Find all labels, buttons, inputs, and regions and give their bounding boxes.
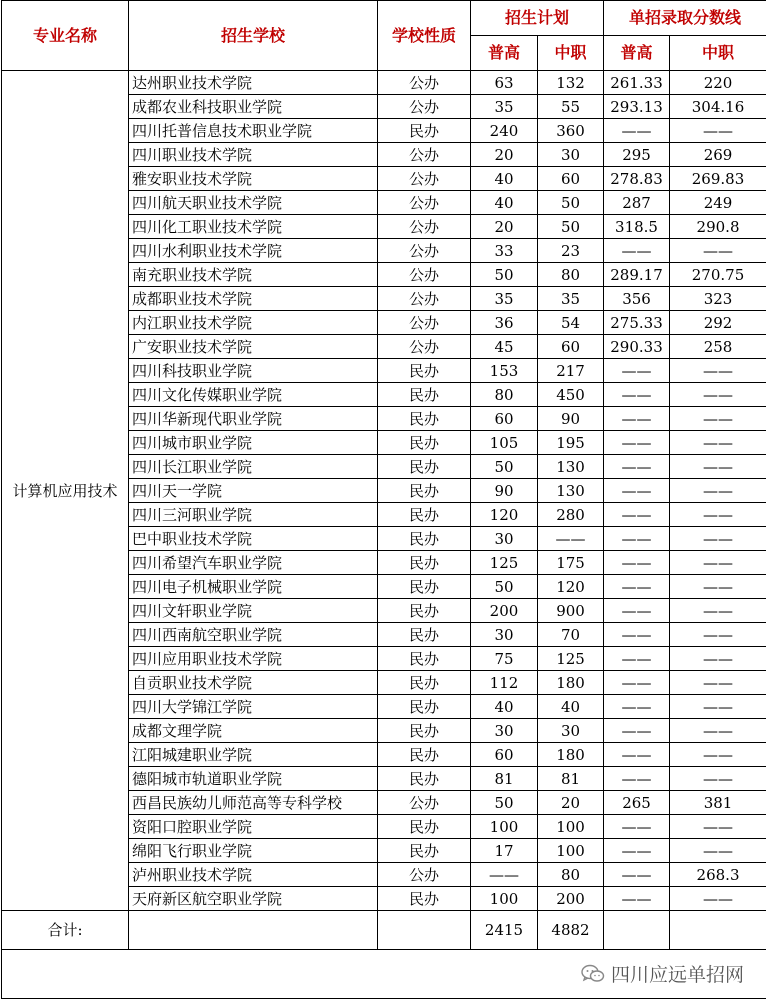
nature-cell: 民办 (378, 119, 471, 143)
watermark (581, 960, 744, 987)
school-cell: 成都农业科技职业学院 (129, 95, 378, 119)
score-pugao-cell: —— (604, 599, 670, 623)
nature-cell: 民办 (378, 719, 471, 743)
school-cell: 四川大学锦江学院 (129, 695, 378, 719)
score-zhongzhi-cell: —— (670, 887, 766, 911)
score-pugao-cell: —— (604, 431, 670, 455)
plan-pugao-cell: 75 (471, 647, 538, 671)
school-cell: 绵阳飞行职业学院 (129, 839, 378, 863)
score-zhongzhi-cell: —— (670, 239, 766, 263)
score-zhongzhi-cell: —— (670, 359, 766, 383)
score-zhongzhi-cell: —— (670, 695, 766, 719)
score-pugao-cell: —— (604, 551, 670, 575)
score-pugao-cell: 265 (604, 791, 670, 815)
score-pugao-cell: —— (604, 407, 670, 431)
plan-zhongzhi-cell: 130 (538, 455, 604, 479)
school-cell: 四川希望汽车职业学院 (129, 551, 378, 575)
plan-pugao-cell: 45 (471, 335, 538, 359)
nature-cell: 民办 (378, 503, 471, 527)
score-zhongzhi-cell: —— (670, 839, 766, 863)
score-pugao-cell: 261.33 (604, 71, 670, 95)
score-pugao-cell: —— (604, 383, 670, 407)
nature-cell: 民办 (378, 623, 471, 647)
nature-cell: 公办 (378, 239, 471, 263)
school-cell: 四川西南航空职业学院 (129, 623, 378, 647)
plan-zhongzhi-cell: —— (538, 527, 604, 551)
plan-pugao-cell: 60 (471, 743, 538, 767)
nature-cell: 民办 (378, 695, 471, 719)
score-pugao-cell: —— (604, 671, 670, 695)
plan-zhongzhi-cell: 180 (538, 671, 604, 695)
nature-cell: 民办 (378, 455, 471, 479)
plan-pugao-cell: 90 (471, 479, 538, 503)
plan-zhongzhi-cell: 30 (538, 719, 604, 743)
nature-cell: 公办 (378, 263, 471, 287)
header-plan-pugao: 普高 (471, 36, 538, 71)
score-pugao-cell: —— (604, 839, 670, 863)
plan-zhongzhi-cell: 175 (538, 551, 604, 575)
plan-pugao-cell: 100 (471, 815, 538, 839)
plan-zhongzhi-cell: 55 (538, 95, 604, 119)
score-zhongzhi-cell: 304.16 (670, 95, 766, 119)
plan-pugao-cell: 20 (471, 143, 538, 167)
score-pugao-cell: 275.33 (604, 311, 670, 335)
plan-zhongzhi-cell: 360 (538, 119, 604, 143)
school-cell: 四川电子机械职业学院 (129, 575, 378, 599)
score-zhongzhi-cell: 269 (670, 143, 766, 167)
school-cell: 四川文化传媒职业学院 (129, 383, 378, 407)
score-pugao-cell: —— (604, 479, 670, 503)
plan-pugao-cell: —— (471, 863, 538, 887)
nature-cell: 民办 (378, 671, 471, 695)
school-cell: 成都职业技术学院 (129, 287, 378, 311)
score-zhongzhi-cell: —— (670, 551, 766, 575)
plan-zhongzhi-cell: 195 (538, 431, 604, 455)
score-zhongzhi-cell: —— (670, 647, 766, 671)
score-zhongzhi-cell: —— (670, 503, 766, 527)
nature-cell: 公办 (378, 311, 471, 335)
score-zhongzhi-cell: —— (670, 119, 766, 143)
score-zhongzhi-cell: —— (670, 431, 766, 455)
school-cell: 四川三河职业学院 (129, 503, 378, 527)
score-pugao-cell: 289.17 (604, 263, 670, 287)
score-pugao-cell: 318.5 (604, 215, 670, 239)
school-cell: 雅安职业技术学院 (129, 167, 378, 191)
nature-cell: 民办 (378, 767, 471, 791)
score-zhongzhi-cell: —— (670, 575, 766, 599)
score-pugao-cell: —— (604, 527, 670, 551)
school-cell: 四川科技职业学院 (129, 359, 378, 383)
score-zhongzhi-cell: 270.75 (670, 263, 766, 287)
school-cell: 达州职业技术学院 (129, 71, 378, 95)
school-cell: 资阳口腔职业学院 (129, 815, 378, 839)
score-zhongzhi-cell: 268.3 (670, 863, 766, 887)
watermark-text: 四川应远单招网 (610, 964, 744, 986)
nature-cell: 民办 (378, 407, 471, 431)
score-pugao-cell: —— (604, 887, 670, 911)
score-zhongzhi-cell: —— (670, 719, 766, 743)
wechat-icon (581, 964, 605, 984)
nature-cell: 公办 (378, 287, 471, 311)
school-cell: 四川职业技术学院 (129, 143, 378, 167)
nature-cell: 公办 (378, 335, 471, 359)
plan-pugao-cell: 240 (471, 119, 538, 143)
plan-zhongzhi-cell: 217 (538, 359, 604, 383)
school-cell: 四川托普信息技术职业学院 (129, 119, 378, 143)
plan-pugao-cell: 50 (471, 455, 538, 479)
total-nature-cell (378, 911, 471, 950)
plan-pugao-cell: 50 (471, 263, 538, 287)
plan-pugao-cell: 40 (471, 191, 538, 215)
plan-zhongzhi-cell: 30 (538, 143, 604, 167)
school-cell: 四川水利职业技术学院 (129, 239, 378, 263)
nature-cell: 公办 (378, 215, 471, 239)
school-cell: 成都文理学院 (129, 719, 378, 743)
score-zhongzhi-cell: 381 (670, 791, 766, 815)
plan-pugao-cell: 100 (471, 887, 538, 911)
plan-pugao-cell: 200 (471, 599, 538, 623)
plan-zhongzhi-cell: 132 (538, 71, 604, 95)
plan-zhongzhi-cell: 70 (538, 623, 604, 647)
nature-cell: 民办 (378, 839, 471, 863)
school-cell: 四川应用职业技术学院 (129, 647, 378, 671)
score-pugao-cell: —— (604, 359, 670, 383)
plan-zhongzhi-cell: 280 (538, 503, 604, 527)
school-cell: 四川文轩职业学院 (129, 599, 378, 623)
plan-zhongzhi-cell: 100 (538, 815, 604, 839)
score-zhongzhi-cell: 323 (670, 287, 766, 311)
score-pugao-cell: —— (604, 719, 670, 743)
plan-zhongzhi-cell: 100 (538, 839, 604, 863)
school-cell: 四川航天职业技术学院 (129, 191, 378, 215)
school-cell: 内江职业技术学院 (129, 311, 378, 335)
nature-cell: 民办 (378, 647, 471, 671)
score-zhongzhi-cell: —— (670, 815, 766, 839)
total-plan-pugao-cell: 2415 (471, 911, 538, 950)
nature-cell: 公办 (378, 95, 471, 119)
nature-cell: 公办 (378, 167, 471, 191)
plan-pugao-cell: 80 (471, 383, 538, 407)
plan-pugao-cell: 17 (471, 839, 538, 863)
major-name-cell: 计算机应用技术 (2, 71, 129, 911)
score-zhongzhi-cell: 258 (670, 335, 766, 359)
table-row (2, 71, 766, 95)
header-score-zhongzhi: 中职 (670, 36, 766, 71)
plan-pugao-cell: 35 (471, 287, 538, 311)
nature-cell: 民办 (378, 527, 471, 551)
plan-zhongzhi-cell: 23 (538, 239, 604, 263)
plan-pugao-cell: 36 (471, 311, 538, 335)
score-pugao-cell: —— (604, 119, 670, 143)
score-pugao-cell: —— (604, 575, 670, 599)
plan-zhongzhi-cell: 20 (538, 791, 604, 815)
header-school: 招生学校 (129, 1, 378, 71)
header-row-1 (2, 1, 766, 36)
total-school-cell (129, 911, 378, 950)
plan-zhongzhi-cell: 80 (538, 263, 604, 287)
score-pugao-cell: —— (604, 239, 670, 263)
school-cell: 德阳城市轨道职业学院 (129, 767, 378, 791)
plan-zhongzhi-cell: 54 (538, 311, 604, 335)
header-plan-zhongzhi: 中职 (538, 36, 604, 71)
score-zhongzhi-cell: 269.83 (670, 167, 766, 191)
school-cell: 四川城市职业学院 (129, 431, 378, 455)
nature-cell: 民办 (378, 431, 471, 455)
plan-zhongzhi-cell: 450 (538, 383, 604, 407)
plan-pugao-cell: 112 (471, 671, 538, 695)
plan-zhongzhi-cell: 80 (538, 863, 604, 887)
school-cell: 四川长江职业学院 (129, 455, 378, 479)
score-zhongzhi-cell: 220 (670, 71, 766, 95)
plan-zhongzhi-cell: 120 (538, 575, 604, 599)
plan-pugao-cell: 40 (471, 167, 538, 191)
nature-cell: 民办 (378, 479, 471, 503)
score-pugao-cell: 278.83 (604, 167, 670, 191)
plan-zhongzhi-cell: 35 (538, 287, 604, 311)
plan-pugao-cell: 30 (471, 527, 538, 551)
score-pugao-cell: —— (604, 815, 670, 839)
plan-zhongzhi-cell: 50 (538, 191, 604, 215)
score-pugao-cell: —— (604, 767, 670, 791)
plan-pugao-cell: 81 (471, 767, 538, 791)
score-pugao-cell: 287 (604, 191, 670, 215)
plan-zhongzhi-cell: 130 (538, 479, 604, 503)
plan-pugao-cell: 33 (471, 239, 538, 263)
plan-pugao-cell: 30 (471, 623, 538, 647)
nature-cell: 公办 (378, 863, 471, 887)
score-pugao-cell: —— (604, 863, 670, 887)
nature-cell: 民办 (378, 383, 471, 407)
school-cell: 四川华新现代职业学院 (129, 407, 378, 431)
school-cell: 四川化工职业技术学院 (129, 215, 378, 239)
plan-pugao-cell: 105 (471, 431, 538, 455)
score-zhongzhi-cell: 249 (670, 191, 766, 215)
score-pugao-cell: 290.33 (604, 335, 670, 359)
score-pugao-cell: 295 (604, 143, 670, 167)
admission-table (1, 0, 766, 950)
score-zhongzhi-cell: 292 (670, 311, 766, 335)
nature-cell: 公办 (378, 143, 471, 167)
score-pugao-cell: —— (604, 455, 670, 479)
school-cell: 南充职业技术学院 (129, 263, 378, 287)
score-zhongzhi-cell: —— (670, 407, 766, 431)
school-cell: 巴中职业技术学院 (129, 527, 378, 551)
total-label-cell: 合计: (2, 911, 129, 950)
score-zhongzhi-cell: —— (670, 479, 766, 503)
header-score: 单招录取分数线 (604, 1, 766, 36)
plan-zhongzhi-cell: 40 (538, 695, 604, 719)
score-zhongzhi-cell: —— (670, 767, 766, 791)
score-pugao-cell: 356 (604, 287, 670, 311)
plan-pugao-cell: 50 (471, 575, 538, 599)
nature-cell: 民办 (378, 551, 471, 575)
total-plan-zhongzhi-cell: 4882 (538, 911, 604, 950)
score-zhongzhi-cell: —— (670, 527, 766, 551)
nature-cell: 民办 (378, 815, 471, 839)
total-row (2, 911, 766, 950)
plan-pugao-cell: 40 (471, 695, 538, 719)
plan-pugao-cell: 20 (471, 215, 538, 239)
plan-pugao-cell: 30 (471, 719, 538, 743)
nature-cell: 公办 (378, 191, 471, 215)
school-cell: 自贡职业技术学院 (129, 671, 378, 695)
score-zhongzhi-cell: —— (670, 743, 766, 767)
footer-bar (1, 949, 766, 999)
nature-cell: 民办 (378, 743, 471, 767)
score-pugao-cell: —— (604, 623, 670, 647)
nature-cell: 公办 (378, 71, 471, 95)
plan-pugao-cell: 125 (471, 551, 538, 575)
score-pugao-cell: —— (604, 695, 670, 719)
total-score-pugao-cell (604, 911, 670, 950)
nature-cell: 民办 (378, 887, 471, 911)
score-pugao-cell: —— (604, 647, 670, 671)
plan-zhongzhi-cell: 125 (538, 647, 604, 671)
score-zhongzhi-cell: —— (670, 671, 766, 695)
header-score-pugao: 普高 (604, 36, 670, 71)
plan-pugao-cell: 120 (471, 503, 538, 527)
school-cell: 西昌民族幼儿师范高等专科学校 (129, 791, 378, 815)
plan-zhongzhi-cell: 50 (538, 215, 604, 239)
nature-cell: 公办 (378, 791, 471, 815)
plan-pugao-cell: 63 (471, 71, 538, 95)
plan-pugao-cell: 60 (471, 407, 538, 431)
nature-cell: 民办 (378, 575, 471, 599)
plan-zhongzhi-cell: 180 (538, 743, 604, 767)
school-cell: 泸州职业技术学院 (129, 863, 378, 887)
nature-cell: 民办 (378, 359, 471, 383)
header-nature: 学校性质 (378, 1, 471, 71)
score-zhongzhi-cell: —— (670, 599, 766, 623)
plan-pugao-cell: 153 (471, 359, 538, 383)
total-score-zhongzhi-cell (670, 911, 766, 950)
plan-zhongzhi-cell: 90 (538, 407, 604, 431)
school-cell: 江阳城建职业学院 (129, 743, 378, 767)
school-cell: 四川天一学院 (129, 479, 378, 503)
score-zhongzhi-cell: —— (670, 455, 766, 479)
plan-pugao-cell: 35 (471, 95, 538, 119)
plan-zhongzhi-cell: 60 (538, 335, 604, 359)
nature-cell: 民办 (378, 599, 471, 623)
header-plan: 招生计划 (471, 1, 604, 36)
header-major: 专业名称 (2, 1, 129, 71)
plan-pugao-cell: 50 (471, 791, 538, 815)
plan-zhongzhi-cell: 200 (538, 887, 604, 911)
score-pugao-cell: —— (604, 503, 670, 527)
score-zhongzhi-cell: —— (670, 383, 766, 407)
score-pugao-cell: —— (604, 743, 670, 767)
plan-zhongzhi-cell: 81 (538, 767, 604, 791)
plan-zhongzhi-cell: 60 (538, 167, 604, 191)
school-cell: 广安职业技术学院 (129, 335, 378, 359)
score-pugao-cell: 293.13 (604, 95, 670, 119)
plan-zhongzhi-cell: 900 (538, 599, 604, 623)
score-zhongzhi-cell: —— (670, 623, 766, 647)
school-cell: 天府新区航空职业学院 (129, 887, 378, 911)
score-zhongzhi-cell: 290.8 (670, 215, 766, 239)
